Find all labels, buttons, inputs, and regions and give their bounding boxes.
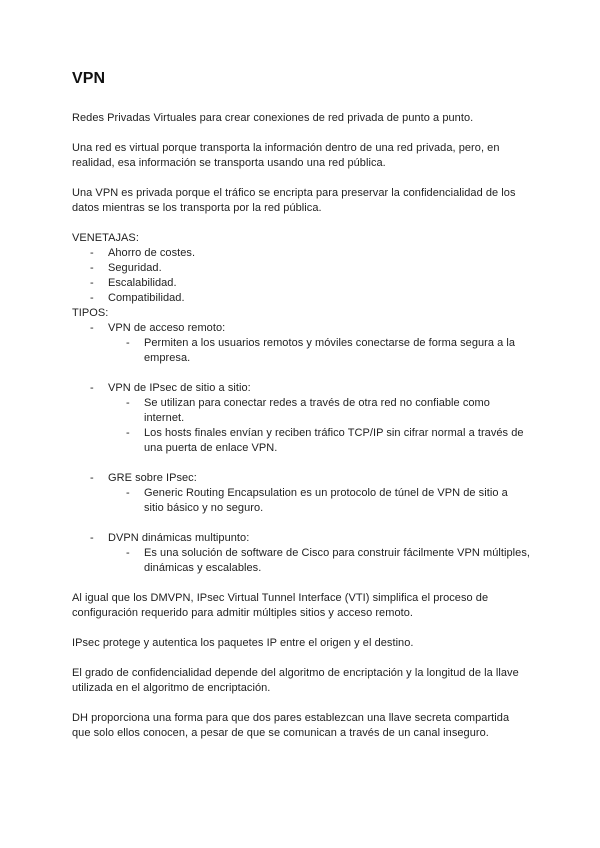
tipos-list [72,321,530,576]
tipo-item-sitio-a-sitio [72,381,530,456]
list-item: - Compatibilidad. [72,291,530,306]
ipsec-paragraph: IPsec protege y autentica los paquetes IP entre el origen y el destino. [72,637,414,649]
tipo-item-dvpn [72,531,530,576]
ventajas-heading: VENETAJAS: [72,232,139,244]
vti-paragraph: Al igual que los DMVPN, IPsec Virtual Tunnel Interface (VTI) simplifica el proceso de configuración requerido para admitir múltiples sitios y acceso remoto. [72,592,489,619]
detail-item: - Generic Routing Encapsulation es un protocolo de túnel de VPN de sitio a sitio básico y no seguro. [108,486,530,516]
tipo-name: VPN de acceso remoto: [108,322,226,334]
virtual-paragraph: Una red es virtual porque transporta la información dentro de una red privada, pero, en realidad, esa información se transporta usando una red pública. [72,142,500,169]
tipo-name: VPN de IPsec de sitio a sitio: [108,382,251,394]
tipo-name: DVPN dinámicas multipunto: [108,532,250,544]
detail-item: - Permiten a los usuarios remotos y móviles conectarse de forma segura a la empresa. [108,336,530,366]
tipo-details [108,486,530,516]
page-title: VPN [72,70,106,87]
detail-item: - Es una solución de software de Cisco para construir fácilmente VPN múltiples, dinámicas y escalables. [108,546,530,576]
document-page [72,66,530,756]
intro-paragraph: Redes Privadas Virtuales para crear conexiones de red privada de punto a punto. [72,112,474,124]
ventajas-list [72,246,530,306]
dh-paragraph: DH proporciona una forma para que dos pares establezcan una llave secreta compartida que solo ellos conocen, a pesar de que se comunican a través de un canal inseguro. [72,712,510,739]
list-item: - Ahorro de costes. [72,246,530,261]
grado-paragraph: El grado de confidencialidad depende del algoritmo de encriptación y la longitud de la llave utilizada en el algoritmo de encriptación. [72,667,519,694]
tipo-details [108,546,530,576]
detail-item: - Los hosts finales envían y reciben tráfico TCP/IP sin cifrar normal a través de una puerta de enlace VPN. [108,426,530,456]
tipo-item-gre [72,471,530,516]
list-item: - Escalabilidad. [72,276,530,291]
tipo-name: GRE sobre IPsec: [108,472,197,484]
tipo-details [108,336,530,366]
detail-item: - Se utilizan para conectar redes a través de otra red no confiable como internet. [108,396,530,426]
list-item: - Seguridad. [72,261,530,276]
tipo-details [108,396,530,456]
tipos-heading: TIPOS: [72,307,109,319]
tipo-item-acceso-remoto [72,321,530,366]
privada-paragraph: Una VPN es privada porque el tráfico se encripta para preservar la confidencialidad de los datos mientras se los transporta por la red pública. [72,187,516,214]
